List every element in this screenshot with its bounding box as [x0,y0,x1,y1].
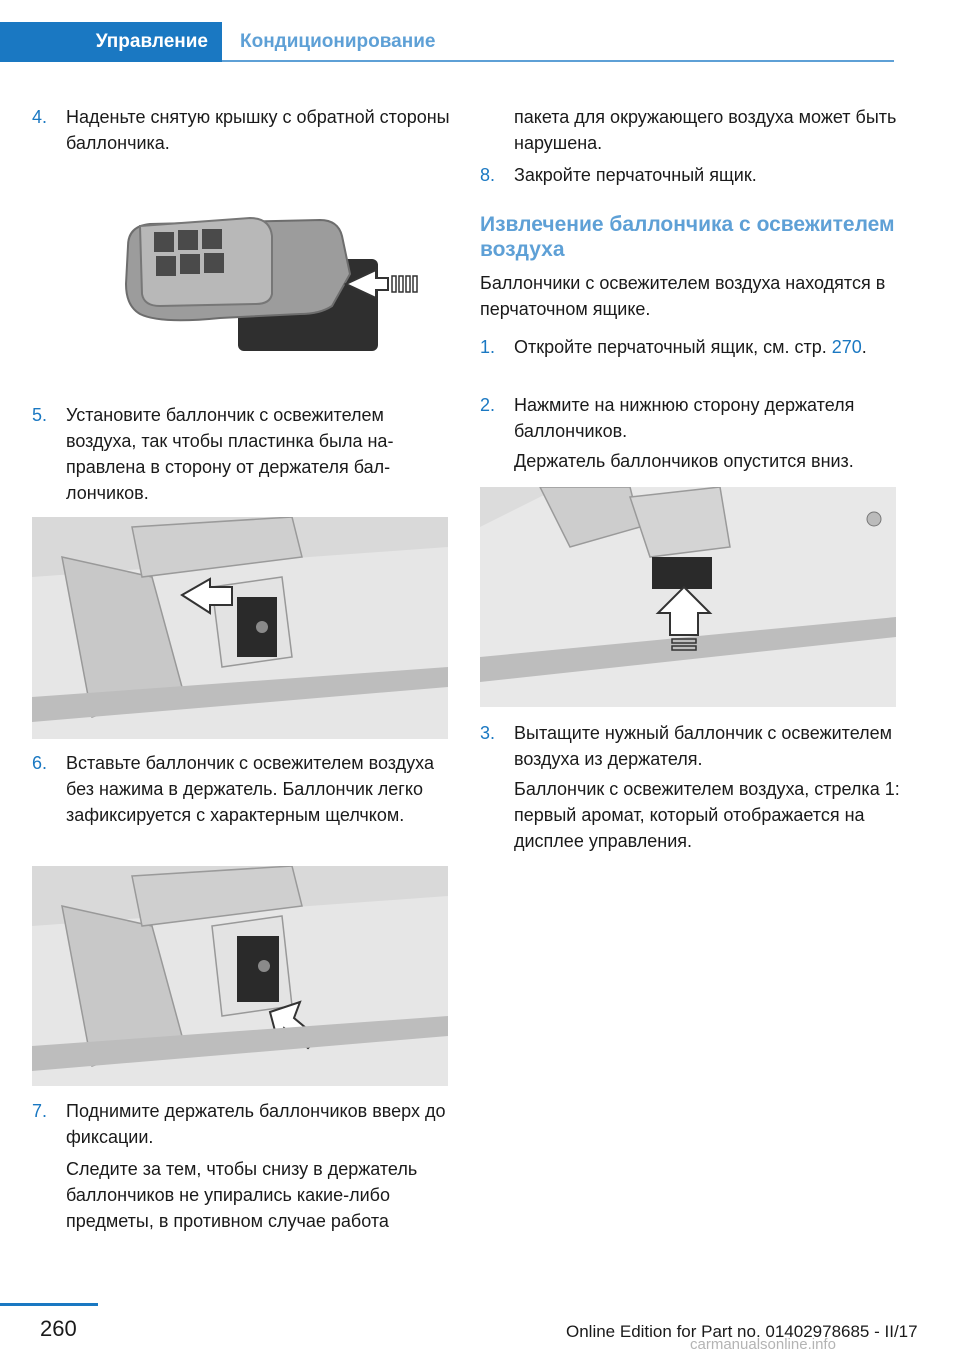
section-title: Извлечение баллончика с освежителем воздуха [480,213,895,261]
header-tab-active-label: Управление [95,31,208,52]
step-text: Установите баллончик с освежителем воздуха, так чтобы пластинка была направлена в сторону от держателя баллончиков. [66,405,394,503]
step-3-note: Баллончик с освежителем воздуха, стрелка 1: первый аромат, который отображается на дисплее управления. [514,779,900,851]
step-text [514,334,904,360]
watermark: carmanualsonline.info [690,1336,836,1353]
step-1-text: Откройте перчаточный ящик, см. стр. [514,337,832,357]
step-text: Закройте перчаточный ящик. [514,165,757,185]
step-1-period: . [861,337,867,357]
step-number: 5. [32,405,48,425]
header-tab[interactable] [240,22,435,62]
step-2-note: Держатель баллончиков опустится вниз. [514,451,854,471]
step-number: 1. [480,337,496,357]
header-divider [222,60,894,62]
step-text: Наденьте снятую крышку с обратной стороны баллончика. [66,107,450,153]
edition-text: Online Edition for Part no. 01402978685 - II/17 [566,1322,918,1341]
insert-cartridge-photo [32,866,448,1086]
page-link[interactable]: 270 [831,337,862,357]
install-cartridge-photo [32,517,448,739]
step-number: 6. [32,753,48,773]
step-text: Поднимите держатель баллончиков вверх до фиксации. [66,1101,446,1147]
header-tab-label: Кондиционирование [240,31,436,52]
step-text: Вытащите нужный баллончик с освежителем воздуха из держателя. [514,723,893,769]
step-number: 2. [480,395,496,415]
section-intro: Баллончики с освежителем воздуха находятся в перчаточном ящике. [480,273,886,319]
step-number: 7. [32,1101,48,1121]
step-7-note: Следите за тем, чтобы снизу в держатель баллончиков не упирались какие-либо предметы, в противном случае работа [66,1159,418,1231]
cartridge-cover-illustration [120,214,420,356]
step-text: Нажмите на нижнюю сторону держателя баллончиков. [514,395,855,441]
header-tab-active[interactable] [0,22,222,62]
page-number: 260 [40,1316,77,1341]
step-number: 3. [480,723,496,743]
step-text: Вставьте баллончик с освежителем воздуха без нажима в держатель. Баллончик легко зафиксируется с характерным щелчком. [66,753,434,825]
holder-lowered-photo [480,487,896,707]
step-number: 4. [32,107,48,127]
footer-divider [0,1303,98,1306]
step-number: 8. [480,165,496,185]
continuation-text: пакета для окружающего воздуха может быть нарушена. [514,107,897,153]
